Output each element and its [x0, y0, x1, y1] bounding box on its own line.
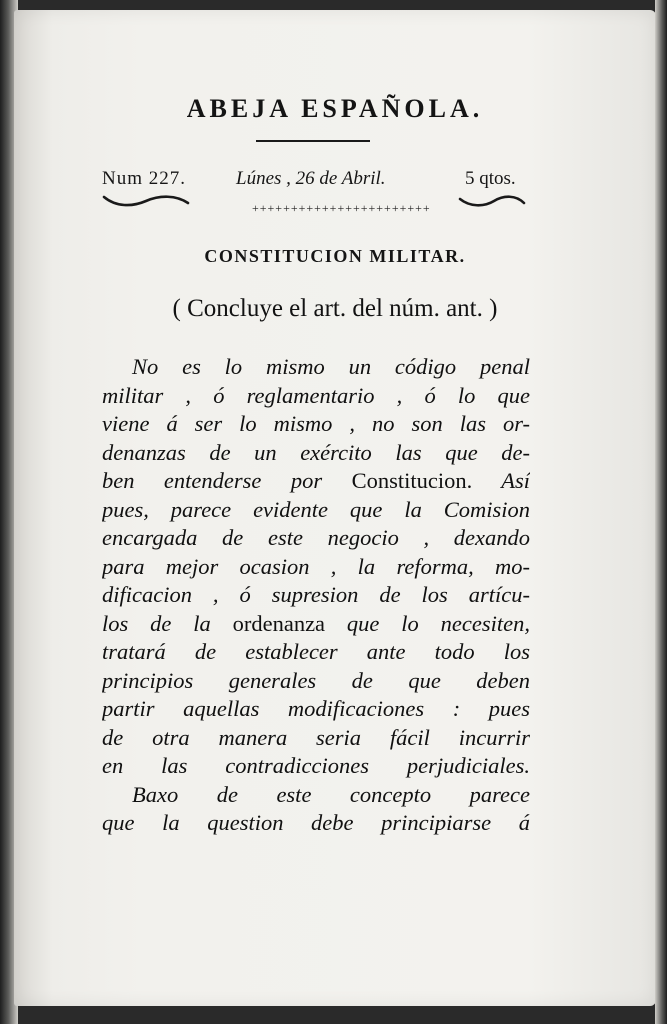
issue-date: Lúnes , 26 de Abril.	[236, 168, 386, 189]
body-line: viene á ser lo mismo , no son las or-	[102, 411, 530, 436]
swash-ornament-left-icon	[102, 193, 190, 209]
book-edge-right	[655, 0, 667, 1024]
issue-price: 5 qtos.	[465, 168, 516, 189]
body-line-part: Así	[472, 468, 530, 493]
section-heading: CONSTITUCION MILITAR.	[204, 246, 466, 266]
body-line: dificacion , ó supresion de los artícu-	[102, 582, 530, 607]
article-body	[102, 353, 530, 838]
body-line: Baxo de este concepto parece	[132, 781, 530, 807]
body-line: militar , ó reglamentario , ó lo que	[102, 382, 530, 408]
issue-number: Num 227.	[102, 168, 186, 189]
book-page	[14, 10, 656, 1006]
divider-ornament: +++++++++++++++++++++++	[252, 201, 431, 215]
body-line-part: que lo necesiten,	[325, 610, 530, 636]
body-line: tratará de establecer ante todo los	[102, 639, 530, 664]
body-line: encargada de este negocio , dexando	[102, 525, 530, 550]
body-line: principios generales de que deben	[102, 667, 530, 693]
body-line-part: ben entenderse por	[102, 468, 352, 493]
body-line: pues, parece evidente que la Comision	[102, 496, 530, 522]
body-line: que la question debe principiarse á	[102, 810, 530, 835]
title-rule	[256, 140, 370, 142]
body-line: partir aquellas modificaciones : pues	[102, 696, 530, 721]
article-subtitle: ( Concluye el art. del núm. ant. )	[172, 295, 498, 322]
upright-word: Constitucion.	[351, 468, 473, 493]
body-line: de otra manera seria fácil incurrir	[102, 724, 530, 750]
body-line-mixed	[102, 467, 530, 496]
body-line: No es lo mismo un código penal	[132, 354, 530, 379]
body-line: en las contradicciones perjudiciales.	[102, 753, 530, 778]
newspaper-title: ABEJA ESPAÑOLA.	[186, 94, 484, 123]
body-line: para mejor ocasion , la reforma, mo-	[102, 553, 530, 579]
body-line: denanzas de un exército las que de-	[102, 439, 530, 465]
swash-ornament-right-icon	[458, 193, 526, 209]
body-line-mixed	[102, 610, 530, 639]
upright-word: ordenanza	[232, 610, 326, 636]
body-line-part: los de la	[102, 610, 233, 636]
